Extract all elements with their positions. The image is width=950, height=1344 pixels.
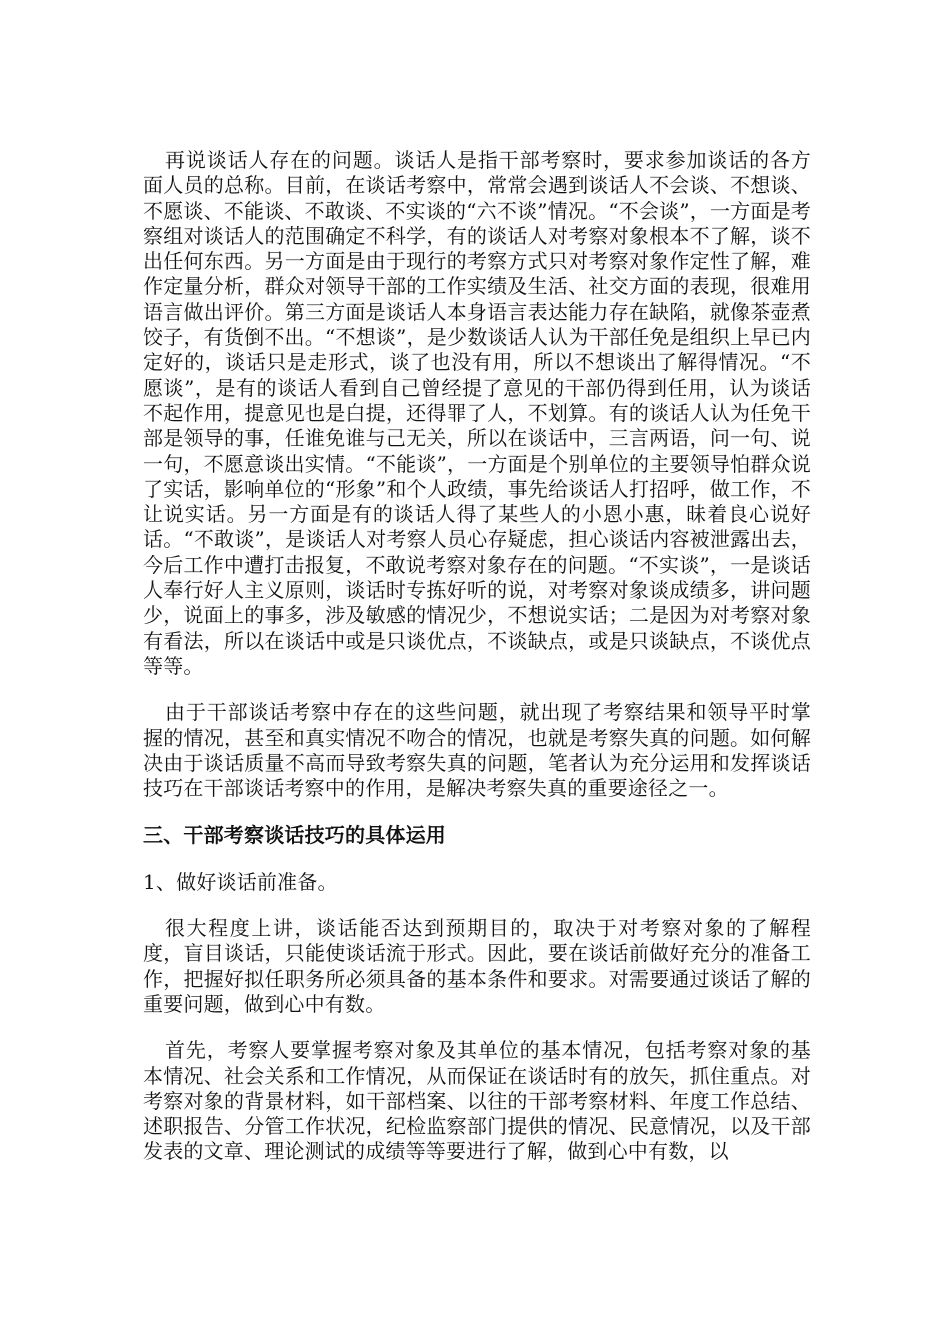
document-page xyxy=(143,148,811,1165)
paragraph-distortion-problem: 由于干部谈话考察中存在的这些问题，就出现了考察结果和领导平时掌握的情况，甚至和真实情况不吻合的情况，也就是考察失真的问题。如何解决由于谈话质量不高而导致考察失真的问题，笔者认为充分运用和发挥谈话技巧在干部谈话考察中的作用，是解决考察失真的重要途径之一。 xyxy=(143,700,811,801)
paragraph-problems-of-interviewees: 再说谈话人存在的问题。谈话人是指干部考察时，要求参加谈话的各方面人员的总称。目前，在谈话考察中，常常会遇到谈话人不会谈、不想谈、不愿谈、不能谈、不敢谈、不实谈的“六不谈”情况。“不会谈”，一方面是考察组对谈话人的范围确定不科学，有的谈话人对考察对象根本不了解，谈不出任何东西。另一方面是由于现行的考察方式只对考察对象作定性了解，难作定量分析，群众对领导干部的工作实绩及生活、社交方面的表现，很难用语言做出评价。第三方面是谈话人本身语言表达能力存在缺陷，就像茶壶煮饺子，有货倒不出。“不想谈”，是少数谈话人认为干部任免是组织上早已内定好的，谈话只是走形式，谈了也没有用，所以不想谈出了解得情况。“不愿谈”，是有的谈话人看到自己曾经提了意见的干部仍得到任用，认为谈话不起作用，提意见也是白提，还得罪了人，不划算。有的谈话人认为任免干部是领导的事，任谁免谁与己无关，所以在谈话中，三言两语，问一句、说一句，不愿意谈出实情。“不能谈”，一方面是个别单位的主要领导怕群众说了实话，影响单位的“形象”和个人政绩，事先给谈话人打招呼，做工作，不让说实话。另一方面是有的谈话人得了某些人的小恩小惠，昧着良心说好话。“不敢谈”，是谈话人对考察人员心存疑虑，担心谈话内容被泄露出去，今后工作中遭打击报复，不敢说考察对象存在的问题。“不实谈”，一是谈话人奉行好人主义原则，谈话时专拣好听的说，对考察对象谈成绩多，讲问题少，说面上的事多，涉及敏感的情况少，不想说实话；二是因为对考察对象有看法，所以在谈话中或是只谈优点，不谈缺点，或是只谈缺点，不谈优点等等。 xyxy=(143,148,811,678)
paragraph-first-step: 首先，考察人要掌握考察对象及其单位的基本情况，包括考察对象的基本情况、社会关系和工作情况，从而保证在谈话时有的放矢，抓住重点。对考察对象的背景材料，如干部档案、以往的干部考察材料、年度工作总结、述职报告、分管工作状况，纪检监察部门提供的情况、民意情况，以及干部发表的文章、理论测试的成绩等等要进行了解，做到心中有数，以 xyxy=(143,1038,811,1164)
subsection-heading: 1、做好谈话前准备。 xyxy=(143,869,338,894)
section-heading: 三、干部考察谈话技巧的具体运用 xyxy=(143,823,446,848)
paragraph-preparation: 很大程度上讲，谈话能否达到预期目的，取决于对考察对象的了解程度，盲目谈话，只能使谈话流于形式。因此，要在谈话前做好充分的准备工作，把握好拟任职务所必须具备的基本条件和要求。对需要通过谈话了解的重要问题，做到心中有数。 xyxy=(143,916,811,1016)
